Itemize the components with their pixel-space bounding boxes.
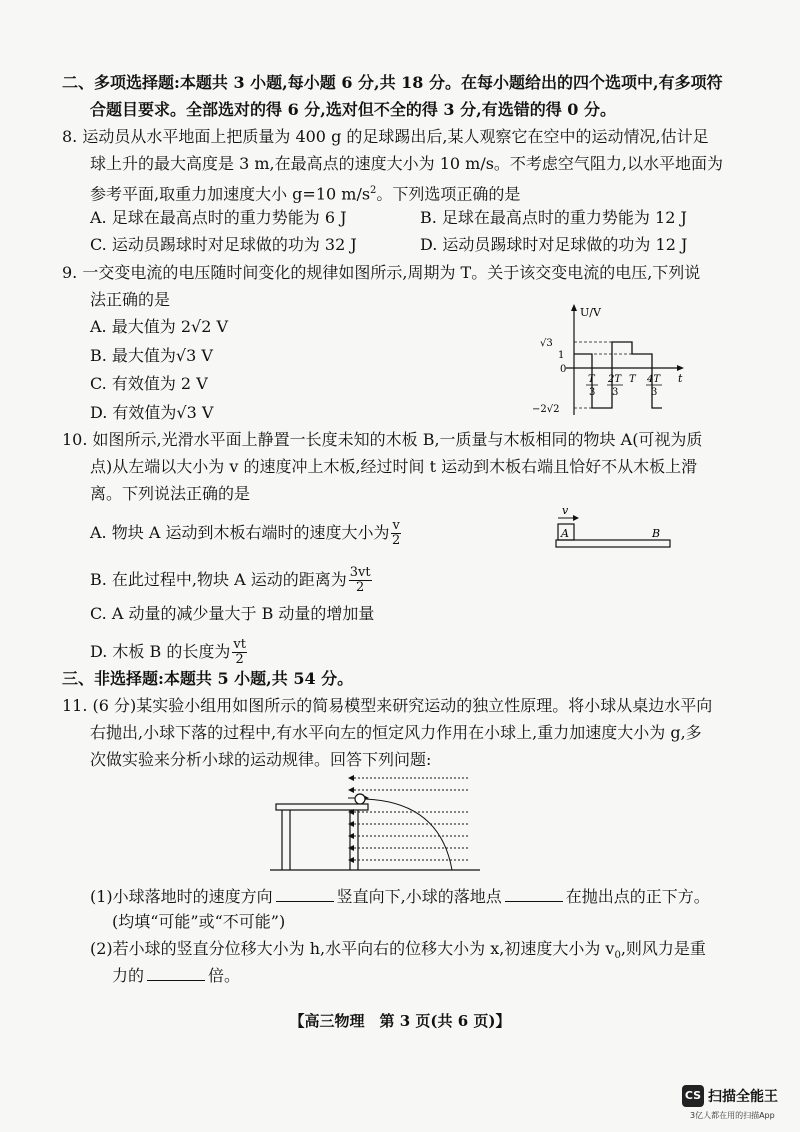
x-axis-label: t: [678, 372, 683, 385]
svg-text:T: T: [588, 374, 595, 385]
q8-line1: 8. 运动员从水平地面上把质量为 400 g 的足球踢出后,某人观察它在空中的运动情况,估计足: [62, 127, 709, 146]
section2-heading-line2: 合题目要求。全部选对的得 6 分,选对但不全的得 3 分,有选错的得 0 分。: [90, 100, 616, 119]
board-B-label: B: [652, 527, 661, 540]
y-axis-label: U/V: [580, 306, 601, 319]
section3-heading: 三、非选择题:本题共 5 小题,共 54 分。: [62, 669, 354, 688]
q10-line1: 10. 如图所示,光滑水平面上静置一长度未知的木板 B,一质量与木板相同的物块 A(可视为质: [62, 430, 703, 449]
answer-blank-1[interactable]: [276, 885, 334, 902]
q10-option-d: D. 木板 B 的长度为 $\frac{vt}{2}$: [90, 637, 246, 667]
q10-line3: 离。下列说法正确的是: [90, 484, 251, 503]
answer-blank-2[interactable]: [505, 885, 563, 902]
table-top: [276, 804, 368, 810]
q11-line2: 右抛出,小球下落的过程中,有水平向左的恒定风力作用在小球上,重力加速度大小为 g,多: [90, 723, 702, 742]
q10-block-board-figure: [548, 504, 678, 554]
q10-option-a: A. 物块 A 运动到木板右端时的速度大小为 $\frac{v}{2}$: [90, 518, 401, 548]
camscanner-name: 扫描全能王: [708, 1089, 778, 1105]
q8-option-c: C. 运动员踢球时对足球做的功为 32 J: [90, 235, 357, 254]
velocity-label: v: [562, 504, 569, 517]
y-label-1: 1: [558, 350, 565, 361]
y-label-sqrt3: √3: [540, 338, 553, 349]
q10-option-b: B. 在此过程中,物块 A 运动的距离为 $\frac{3vt}{2}$: [90, 565, 371, 595]
q8-line2: 球上升的最大高度是 3 m,在最高点的速度大小为 10 m/s。不考虑空气阻力,以水平地面为: [90, 154, 724, 173]
q8-option-b: B. 足球在最高点时的重力势能为 12 J: [420, 208, 687, 227]
y-label-0: 0: [560, 364, 567, 375]
q9-line1: 9. 一交变电流的电压随时间变化的规律如图所示,周期为 T。关于该交变电流的电压,下列说: [62, 263, 701, 282]
board-B: [556, 540, 670, 547]
camscanner-tagline: 3亿人都在用的扫描App: [690, 1111, 775, 1120]
y-label-neg-2sqrt2: −2√2: [532, 404, 560, 415]
camscanner-logo-icon: CS: [682, 1085, 704, 1107]
x-axis-arrow-icon: [677, 365, 684, 371]
wind-arrows: [350, 778, 470, 860]
svg-text:3: 3: [651, 387, 658, 398]
q11-projectile-figure: [270, 772, 480, 880]
q8-line3: 参考平面,取重力加速度大小 g=10 $m/s^2$。下列选项正确的是: [90, 184, 521, 204]
q11-line3: 次做实验来分析小球的运动规律。回答下列问题:: [90, 750, 432, 769]
q10-option-c: C. A 动量的减少量大于 B 动量的增加量: [90, 604, 375, 623]
q8-option-a: A. 足球在最高点时的重力势能为 6 J: [90, 208, 347, 227]
ball: [355, 794, 365, 804]
ball-trajectory: [365, 799, 452, 870]
q9-line2: 法正确的是: [90, 290, 171, 309]
block-A-label: A: [561, 527, 569, 540]
answer-blank-3[interactable]: [147, 964, 205, 981]
section2-heading-line1: 二、多项选择题:本题共 3 小题,每小题 6 分,共 18 分。在每小题给出的四个选项中,有多项符: [62, 73, 723, 92]
y-axis-arrow-icon: [571, 304, 577, 311]
velocity-arrow-icon: [573, 515, 579, 521]
q11-part1-note: (均填“可能”或“不可能”): [112, 912, 286, 931]
svg-text:2T: 2T: [608, 374, 622, 385]
q11-line1: 11. (6 分)某实验小组用如图所示的简易模型来研究运动的独立性原理。将小球从桌边水平向: [62, 696, 713, 715]
q11-part1: (1)小球落地时的速度方向 竖直向下,小球的落地点 在抛出点的正下方。: [90, 887, 710, 906]
q9-option-a: A. 最大值为 2√2 V: [90, 317, 229, 336]
wind-arrowhead-icons: [348, 775, 354, 863]
q9-option-c: C. 有效值为 2 V: [90, 374, 208, 393]
q10-line2: 点)从左端以大小为 v 的速度冲上木板,经过时间 t 运动到木板右端且恰好不从木板上滑: [90, 457, 698, 476]
x-label-2T-over-3: [607, 374, 623, 398]
x-label-4T-over-3: [646, 374, 662, 398]
svg-text:3: 3: [589, 387, 596, 398]
page-footer: 【高三物理 第 3 页(共 6 页)】: [289, 1012, 511, 1030]
q9-option-b: B. 最大值为√3 V: [90, 346, 213, 365]
x-label-T: T: [629, 374, 636, 385]
svg-text:3: 3: [612, 387, 619, 398]
q8-option-d: D. 运动员踢球时对足球做的功为 12 J: [420, 235, 688, 254]
svg-text:4T: 4T: [647, 374, 661, 385]
q11-part2-cont: 力的 倍。: [112, 966, 241, 985]
q11-part2: (2)若小球的竖直分位移大小为 h,水平向右的位移大小为 x,初速度大小为 $v_0$,则风力是重: [90, 939, 706, 962]
q9-option-d: D. 有效值为√3 V: [90, 403, 214, 422]
q9-voltage-graph: [528, 300, 688, 420]
